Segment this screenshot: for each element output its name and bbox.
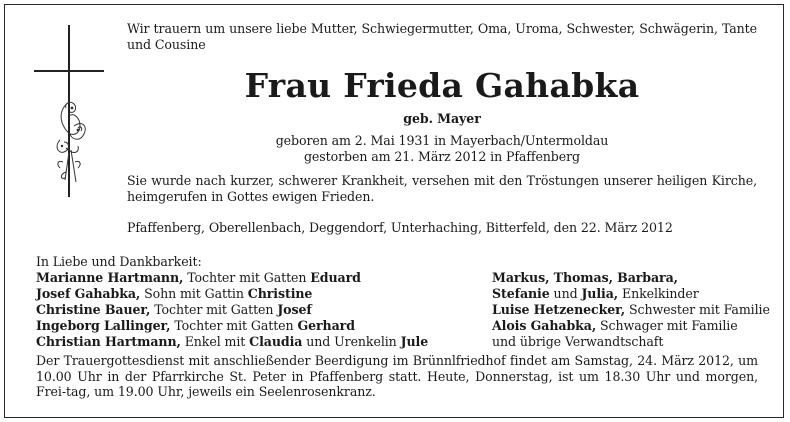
mourner-name: Marianne Hartmann,	[36, 270, 184, 285]
mourner-relation: Tochter mit Gatten	[170, 318, 298, 333]
cross-with-roses-icon	[30, 22, 110, 202]
thanks-heading: In Liebe und Dankbarkeit:	[36, 254, 202, 269]
mourner-partner: Gerhard	[297, 318, 355, 333]
mourner-name: Alois Gahabka,	[492, 318, 597, 333]
mourner-name: Christian Hartmann,	[36, 334, 181, 349]
mourner-line	[492, 302, 782, 318]
service-info: Der Trauergottesdienst mit anschließender Beerdigung im Brünnlfriedhof findet am Samstag, 24. März 2012, um 10.00 Uhr in der Pfarrkirche St. Peter in Pfaffenberg statt. Heute, Donnerstag, ist um 18.30 Uhr und morgen, Frei-tag, um 19.00 Uhr, jeweils ein Seelenrosenkranz.	[36, 353, 758, 400]
mourner-relation-extra: Enkelkinder	[618, 286, 699, 301]
mourner-partner: Christine	[247, 286, 313, 301]
intro-text: Wir trauern um unsere liebe Mutter, Schwiegermutter, Oma, Uroma, Schwester, Schwägerin, Tante und Cousine	[127, 21, 757, 52]
mourner-name: Markus, Thomas, Barbara,	[492, 270, 678, 285]
mourner-line	[492, 270, 782, 286]
place-date-line: Pfaffenberg, Oberellenbach, Deggendorf, Unterhaching, Bitterfeld, den 22. März 2012	[127, 220, 673, 235]
mourner-relation: Schwester mit Familie	[625, 302, 770, 317]
mourner-relation: Schwager mit Familie	[596, 318, 738, 333]
mourner-line	[492, 318, 782, 334]
mourner-relation-extra: und Urenkelin	[302, 334, 401, 349]
mourner-name: Josef Gahabka,	[36, 286, 141, 301]
mourner-name: Stefanie	[492, 286, 550, 301]
mourner-relation: und übrige Verwandtschaft	[492, 334, 664, 349]
mourner-name-second: Julia,	[581, 286, 619, 301]
death-line: gestorben am 21. März 2012 in Pfaffenberg	[303, 149, 581, 164]
mourner-line	[36, 334, 456, 350]
notice-text: Sie wurde nach kurzer, schwerer Krankheit, versehen mit den Tröstungen unserer heiligen Kirche, heimgerufen in Gottes ewigen Frieden.	[127, 173, 757, 204]
mourner-relation: Sohn mit Gattin	[140, 286, 248, 301]
mourner-partner: Josef	[277, 302, 312, 317]
mourner-line	[36, 318, 456, 334]
deceased-name: Frau Frieda Gahabka	[244, 66, 640, 105]
mourner-line	[36, 270, 456, 286]
mourner-relation: Tochter mit Gatten	[183, 270, 311, 285]
mourner-relation: und	[549, 286, 582, 301]
mourner-partner-extra: Jule	[400, 334, 429, 349]
mourner-line	[492, 286, 782, 302]
mourner-line	[36, 302, 456, 318]
mourner-name: Christine Bauer,	[36, 302, 151, 317]
mourner-partner: Claudia	[249, 334, 303, 349]
mourner-line	[36, 286, 456, 302]
mourner-partner: Eduard	[310, 270, 361, 285]
mourner-name: Luise Hetzenecker,	[492, 302, 626, 317]
mourner-name: Ingeborg Lallinger,	[36, 318, 171, 333]
maiden-name: geb. Mayer	[403, 111, 481, 126]
mourner-relation: Enkel mit	[180, 334, 250, 349]
mourner-relation: Tochter mit Gatten	[150, 302, 278, 317]
mourner-line	[492, 334, 782, 350]
birth-line: geboren am 2. Mai 1931 in Mayerbach/Untermoldau	[275, 133, 609, 148]
